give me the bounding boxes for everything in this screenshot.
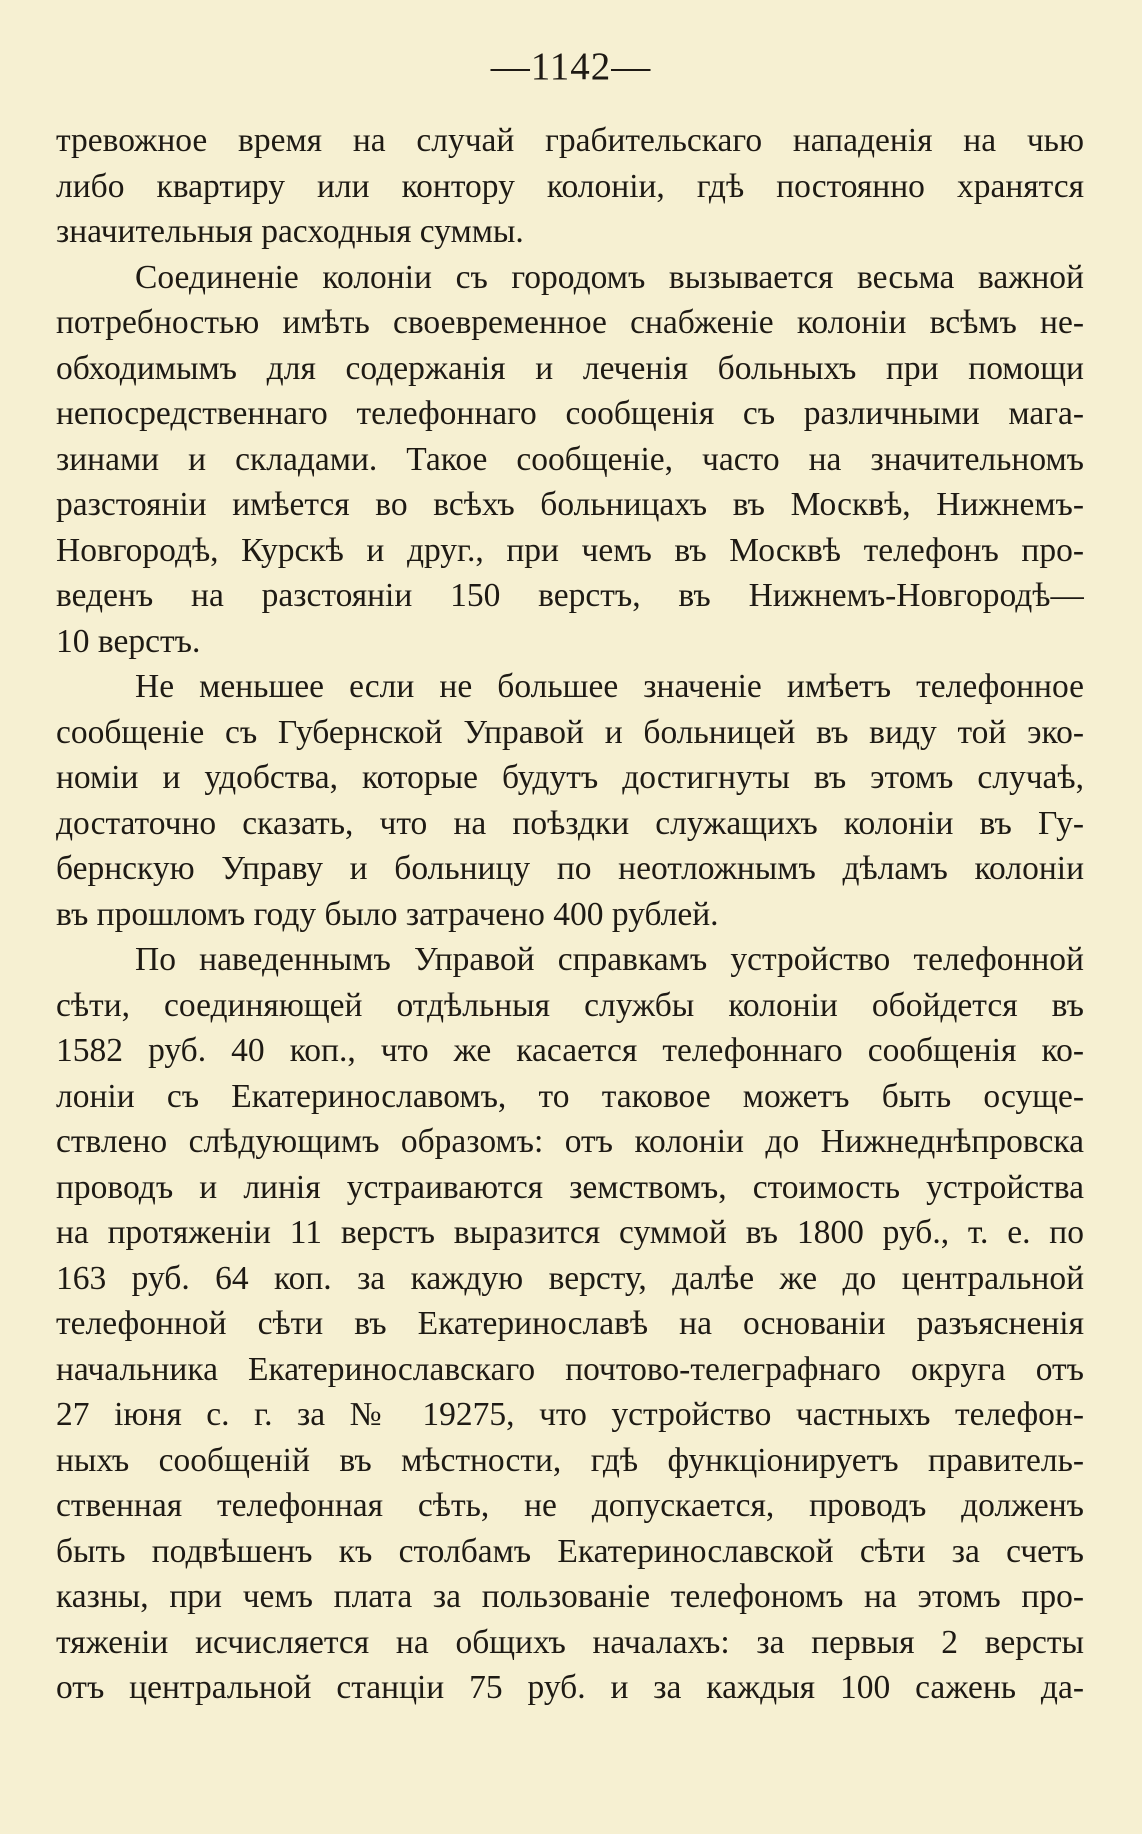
text-line: 1582 руб. 40 коп., что же касается телефоннаго сообщенія ко- [56, 1032, 1084, 1069]
text-line: ныхъ сообщеній въ мѣстности, гдѣ функціонируетъ правитель- [56, 1441, 1084, 1479]
text-line: телефонной сѣти въ Екатеринославѣ на основаніи разъясненія [56, 1305, 1084, 1342]
text-line: 10 верстъ. [56, 622, 201, 660]
text-line: тревожное время на случай грабительскаго нападенія на чью [56, 122, 1084, 159]
text-line: непосредственнаго телефоннаго сообщенія съ различными мага- [56, 395, 1084, 432]
text-line: 27 іюня с. г. за № 19275, что устройство частныхъ телефон- [56, 1396, 1084, 1433]
text-line: ствлено слѣдующимъ образомъ: отъ колоніи до Нижнеднѣпровска [56, 1123, 1084, 1160]
text-line: Новгородѣ, Курскѣ и друг., при чемъ въ Москвѣ телефонъ про- [56, 531, 1084, 569]
text-line: отъ центральной станціи 75 руб. и за каждыя 100 сажень да- [56, 1669, 1084, 1706]
text-line: Не меньшее если не большее значеніе имѣетъ телефонное [135, 668, 1084, 705]
text-line: потребностью имѣть своевременное снабженіе колоніи всѣмъ не- [56, 304, 1084, 341]
text-line: либо квартиру или контору колоніи, гдѣ постоянно хранятся [56, 167, 1084, 205]
text-line: Соединеніе колоніи съ городомъ вызывается весьма важной [135, 258, 1084, 296]
paragraph [56, 664, 1084, 937]
page-number: —1142— [490, 45, 652, 88]
text-line: веденъ на разстояніи 150 верстъ, въ Нижнемъ-Новгородѣ— [56, 577, 1084, 614]
text-line: быть подвѣшенъ къ столбамъ Екатеринославской сѣти за счетъ [56, 1532, 1084, 1570]
text-line: номіи и удобства, которые будутъ достигнуты въ этомъ случаѣ, [56, 759, 1084, 796]
text-line: обходимымъ для содержанія и леченія больныхъ при помощи [56, 349, 1084, 387]
text-line: въ прошломъ году было затрачено 400 рублей. [56, 895, 719, 933]
text-line: 163 руб. 64 коп. за каждую версту, далѣе же до центральной [56, 1259, 1084, 1297]
text-line: проводъ и линія устраиваются земствомъ, стоимость устройства [56, 1168, 1084, 1206]
text-line: бернскую Управу и больницу по неотложнымъ дѣламъ колоніи [56, 850, 1084, 887]
text-line: сѣти, соединяющей отдѣльныя службы колоніи обойдется въ [56, 986, 1084, 1024]
text-line: начальника Екатеринославскаго почтово-телеграфнаго округа отъ [56, 1350, 1084, 1388]
body-text [56, 118, 1084, 1711]
text-line: сообщеніе съ Губернской Управой и больницей въ виду той эко- [56, 713, 1084, 751]
text-line: достаточно сказать, что на поѣздки служащихъ колоніи въ Гу- [56, 804, 1084, 842]
paragraph [56, 118, 1084, 255]
text-line: значительныя расходныя суммы. [56, 213, 524, 250]
paragraph [56, 255, 1084, 665]
text-line: казны, при чемъ плата за пользованіе телефономъ на этомъ про- [56, 1578, 1084, 1615]
text-line: ственная телефонная сѣть, не допускается, проводъ долженъ [56, 1487, 1084, 1524]
text-line: тяженіи исчисляется на общихъ началахъ: за первыя 2 версты [56, 1623, 1084, 1661]
text-line: По наведеннымъ Управой справкамъ устройство телефонной [135, 941, 1084, 978]
paragraph [56, 937, 1084, 1711]
text-line: зинами и складами. Такое сообщеніе, часто на значительномъ [56, 440, 1084, 478]
text-line: разстояніи имѣется во всѣхъ больницахъ въ Москвѣ, Нижнемъ- [56, 486, 1084, 523]
text-line: на протяженіи 11 верстъ выразится суммой въ 1800 руб., т. е. по [56, 1214, 1084, 1251]
text-line: лоніи съ Екатеринославомъ, то таковое можетъ быть осуще- [56, 1077, 1084, 1115]
